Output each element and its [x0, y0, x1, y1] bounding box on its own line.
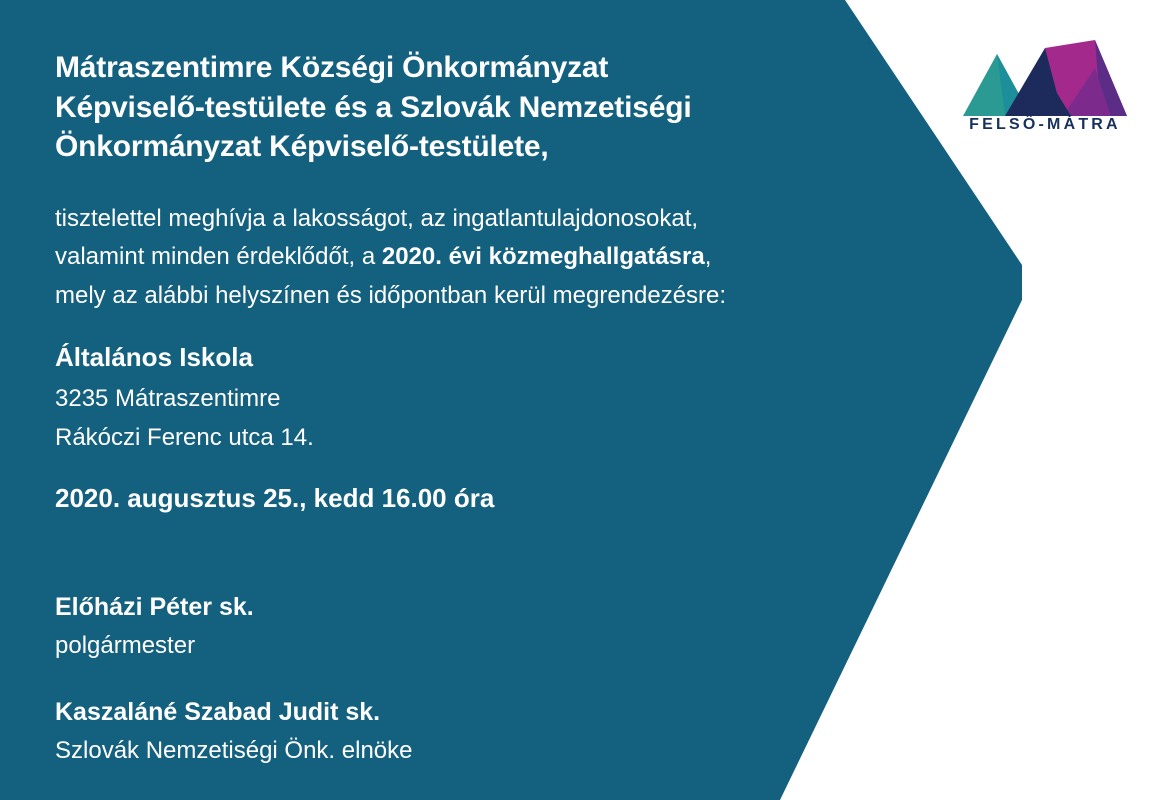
signature-role: Szlovák Nemzetiségi Önk. elnöke [55, 736, 413, 764]
logo-wordmark: FELSŐ-MÁTRA [969, 116, 1121, 133]
signature-mayor [55, 588, 254, 664]
venue-name: Általános Iskola [55, 342, 253, 372]
signature-role: polgármester [55, 631, 196, 659]
signature-name: Kaszaláné Szabad Judit sk. [55, 698, 381, 726]
invitation-paragraph [55, 200, 935, 315]
page-title [55, 48, 885, 167]
signature-name: Előházi Péter sk. [55, 593, 254, 621]
invitation-line-3: mely az alábbi helyszínen és időpontban kerül megrendezésre: [55, 281, 727, 309]
invitation-line-2-prefix: valamint minden érdeklődőt, a [55, 243, 382, 271]
signature-slovak-council-chair [55, 693, 413, 769]
title-line-2: Képviselő-testülete és a Szlovák Nemzetiségi [55, 90, 692, 124]
title-line-3: Önkormányzat Képviselő-testülete, [55, 130, 549, 164]
title-line-1: Mátraszentimre Községi Önkormányzat [55, 51, 609, 84]
invitation-line-2 [55, 238, 935, 276]
venue-block [55, 336, 314, 458]
event-datetime: 2020. augusztus 25., kedd 16.00 óra [55, 483, 495, 513]
venue-address-line-1: 3235 Mátraszentimre [55, 385, 281, 413]
venue-address-line-2: Rákóczi Ferenc utca 14. [55, 423, 314, 451]
invitation-line-1: tisztelettel meghívja a lakosságot, az ingatlantulajdonosokat, [55, 205, 699, 232]
invitation-event-name: 2020. évi közmeghallgatásra [381, 243, 705, 271]
invitation-line-2-suffix: , [704, 243, 712, 271]
